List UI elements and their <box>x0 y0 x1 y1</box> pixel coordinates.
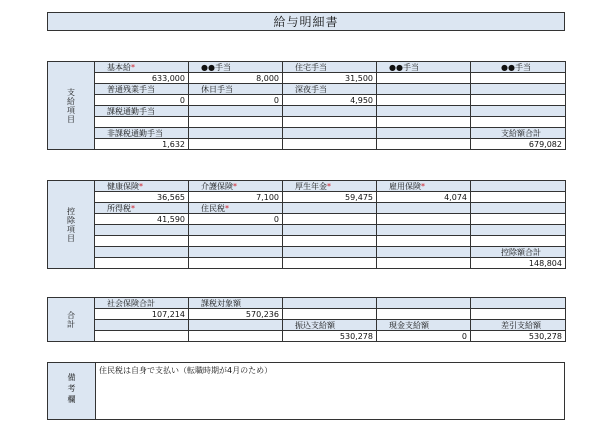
label-text: 非課税通勤手当 <box>107 128 163 138</box>
deduction-side-char: 控 <box>67 206 75 216</box>
required-mark: * <box>327 181 331 191</box>
deduction-item-value: 41,590 <box>95 214 189 225</box>
deduction-item-value <box>471 214 566 225</box>
payment-item-value: 0 <box>189 95 283 106</box>
remarks-label-char: 考 <box>67 384 76 393</box>
remarks-text: 住民税は自身で支払い（転職時期が4月のため） <box>99 366 273 375</box>
deduction-row <box>48 236 566 247</box>
payment-item-label <box>95 84 189 95</box>
total-item-label <box>377 320 471 331</box>
label-text: 基本給 <box>107 62 131 72</box>
deduction-item-label <box>377 203 471 214</box>
deduction-item-value <box>283 258 377 269</box>
deduction-row <box>48 181 566 192</box>
deduction-item-value: 36,565 <box>95 192 189 203</box>
deduction-side-label <box>48 181 95 269</box>
payment-row <box>48 117 566 128</box>
payment-row <box>48 62 566 73</box>
deduction-item-label <box>471 225 566 236</box>
total-item-value <box>377 309 471 320</box>
label-text: 健康保険 <box>107 181 139 191</box>
remarks-label-char: 備 <box>67 373 76 382</box>
deduction-item-label <box>283 247 377 258</box>
total-item-label <box>471 320 566 331</box>
payment-item-value: 31,500 <box>283 73 377 84</box>
deduction-item-value: 7,100 <box>189 192 283 203</box>
payment-item-value: 633,000 <box>95 73 189 84</box>
deduction-row <box>48 192 566 203</box>
deduction-item-value <box>377 258 471 269</box>
deduction-item-label <box>189 247 283 258</box>
deduction-item-value <box>471 236 566 247</box>
payment-item-value <box>471 95 566 106</box>
payment-side-char: 項 <box>67 105 75 115</box>
total-item-value: 530,278 <box>283 331 377 342</box>
deduction-row <box>48 214 566 225</box>
deduction-item-label <box>95 225 189 236</box>
total-item-value: 530,278 <box>471 331 566 342</box>
label-text: ●●手当 <box>201 62 231 72</box>
label-text: 支給額合計 <box>501 128 541 138</box>
deduction-item-value: 4,074 <box>377 192 471 203</box>
payment-item-label <box>283 128 377 139</box>
total-item-value: 0 <box>377 331 471 342</box>
total-item-label <box>189 298 283 309</box>
label-text: 休日手当 <box>201 84 233 94</box>
total-item-value <box>189 331 283 342</box>
total-item-label <box>377 298 471 309</box>
payment-item-value: 0 <box>95 95 189 106</box>
payment-item-value: 1,632 <box>95 139 189 150</box>
total-item-label <box>95 320 189 331</box>
payment-side-label <box>48 62 95 150</box>
label-text: ●●手当 <box>389 62 419 72</box>
total-row <box>48 298 566 309</box>
deduction-item-label <box>283 203 377 214</box>
payment-item-label <box>377 106 471 117</box>
payment-item-value <box>377 73 471 84</box>
deduction-item-label <box>95 247 189 258</box>
deduction-item-value <box>283 236 377 247</box>
deduction-item-value <box>189 258 283 269</box>
payment-item-value <box>377 139 471 150</box>
deduction-item-value <box>377 236 471 247</box>
remarks-label <box>48 363 96 419</box>
required-mark: * <box>421 181 425 191</box>
deduction-row <box>48 225 566 236</box>
deduction-item-value <box>95 258 189 269</box>
required-mark: * <box>131 62 135 72</box>
required-mark: * <box>225 203 229 213</box>
deduction-item-label <box>471 181 566 192</box>
payment-row <box>48 128 566 139</box>
deduction-row <box>48 203 566 214</box>
label-text: 住宅手当 <box>295 62 327 72</box>
payment-item-value: 8,000 <box>189 73 283 84</box>
label-text: 社会保険合計 <box>107 298 155 308</box>
deduction-item-value <box>283 214 377 225</box>
deduction-item-label <box>95 203 189 214</box>
label-text: 深夜手当 <box>295 84 327 94</box>
document-title: 給与明細書 <box>47 12 565 31</box>
payment-item-value <box>189 117 283 128</box>
payment-item-label <box>95 62 189 73</box>
total-row <box>48 309 566 320</box>
payment-side-char: 支 <box>67 87 75 97</box>
payment-item-label <box>189 106 283 117</box>
label-text: 現金支給額 <box>389 320 429 330</box>
payment-item-label <box>471 128 566 139</box>
payment-row <box>48 106 566 117</box>
label-text: 所得税 <box>107 203 131 213</box>
payment-item-value <box>471 73 566 84</box>
label-text: 雇用保険 <box>389 181 421 191</box>
payment-item-label <box>283 84 377 95</box>
total-side-char: 計 <box>67 319 75 329</box>
total-item-value <box>95 331 189 342</box>
totals-table <box>47 297 566 342</box>
total-row <box>48 320 566 331</box>
deduction-item-value: 59,475 <box>283 192 377 203</box>
required-mark: * <box>131 203 135 213</box>
deduction-item-label <box>189 181 283 192</box>
payment-item-value: 679,082 <box>471 139 566 150</box>
deduction-row <box>48 258 566 269</box>
deduction-item-label <box>377 225 471 236</box>
label-text: ●●手当 <box>501 62 531 72</box>
deduction-row <box>48 247 566 258</box>
total-item-label <box>283 320 377 331</box>
deduction-item-label <box>283 181 377 192</box>
deduction-item-label <box>189 225 283 236</box>
deduction-item-value: 148,804 <box>471 258 566 269</box>
total-item-value: 107,214 <box>95 309 189 320</box>
deduction-side-char: 項 <box>67 224 75 234</box>
deduction-item-value <box>189 236 283 247</box>
deduction-item-value: 0 <box>189 214 283 225</box>
payment-row <box>48 84 566 95</box>
payment-item-label <box>377 62 471 73</box>
payment-row <box>48 139 566 150</box>
deduction-item-label <box>189 203 283 214</box>
required-mark: * <box>139 181 143 191</box>
payment-item-label <box>471 62 566 73</box>
payment-item-label <box>283 62 377 73</box>
payment-row <box>48 73 566 84</box>
label-text: 課税通勤手当 <box>107 106 155 116</box>
deduction-item-label <box>471 203 566 214</box>
payment-item-value <box>283 139 377 150</box>
deduction-item-value <box>471 192 566 203</box>
payment-row <box>48 95 566 106</box>
payment-item-label <box>471 106 566 117</box>
label-text: 住民税 <box>201 203 225 213</box>
deduction-item-label <box>471 247 566 258</box>
payment-item-label <box>377 84 471 95</box>
total-row <box>48 331 566 342</box>
total-side-label <box>48 298 95 342</box>
payment-item-label <box>189 62 283 73</box>
payments-table <box>47 61 566 150</box>
deductions-table <box>47 180 566 269</box>
label-text: 課税対象額 <box>201 298 241 308</box>
total-item-label <box>283 298 377 309</box>
payment-item-label <box>189 84 283 95</box>
payment-item-value <box>189 139 283 150</box>
payment-item-value <box>377 117 471 128</box>
payment-item-label <box>471 84 566 95</box>
label-text: 差引支給額 <box>501 320 541 330</box>
total-item-value: 570,236 <box>189 309 283 320</box>
label-text: 普通残業手当 <box>107 84 155 94</box>
payment-item-value <box>95 117 189 128</box>
deduction-item-label <box>377 181 471 192</box>
deduction-item-label <box>283 225 377 236</box>
label-text: 厚生年金 <box>295 181 327 191</box>
deduction-side-char: 除 <box>67 215 75 225</box>
label-text: 控除額合計 <box>501 247 541 257</box>
total-item-value <box>471 309 566 320</box>
deduction-item-value <box>95 236 189 247</box>
total-item-label <box>471 298 566 309</box>
payment-item-label <box>377 128 471 139</box>
label-text: 介護保険 <box>201 181 233 191</box>
label-text: 振込支給額 <box>295 320 335 330</box>
total-item-label <box>189 320 283 331</box>
required-mark: * <box>233 181 237 191</box>
remarks-section <box>47 362 565 420</box>
deduction-side-char: 目 <box>67 233 75 243</box>
total-side-char: 合 <box>67 310 75 320</box>
remarks-label-char: 欄 <box>67 395 76 404</box>
total-item-label <box>95 298 189 309</box>
payment-item-label <box>95 128 189 139</box>
payment-item-value <box>283 117 377 128</box>
payment-item-label <box>283 106 377 117</box>
deduction-item-value <box>377 214 471 225</box>
deduction-item-label <box>95 181 189 192</box>
total-item-value <box>283 309 377 320</box>
payment-item-value <box>471 117 566 128</box>
payment-side-char: 目 <box>67 114 75 124</box>
payment-item-label <box>189 128 283 139</box>
payment-item-value <box>377 95 471 106</box>
payment-side-char: 給 <box>67 96 75 106</box>
deduction-item-label <box>377 247 471 258</box>
payment-item-value: 4,950 <box>283 95 377 106</box>
payment-item-label <box>95 106 189 117</box>
